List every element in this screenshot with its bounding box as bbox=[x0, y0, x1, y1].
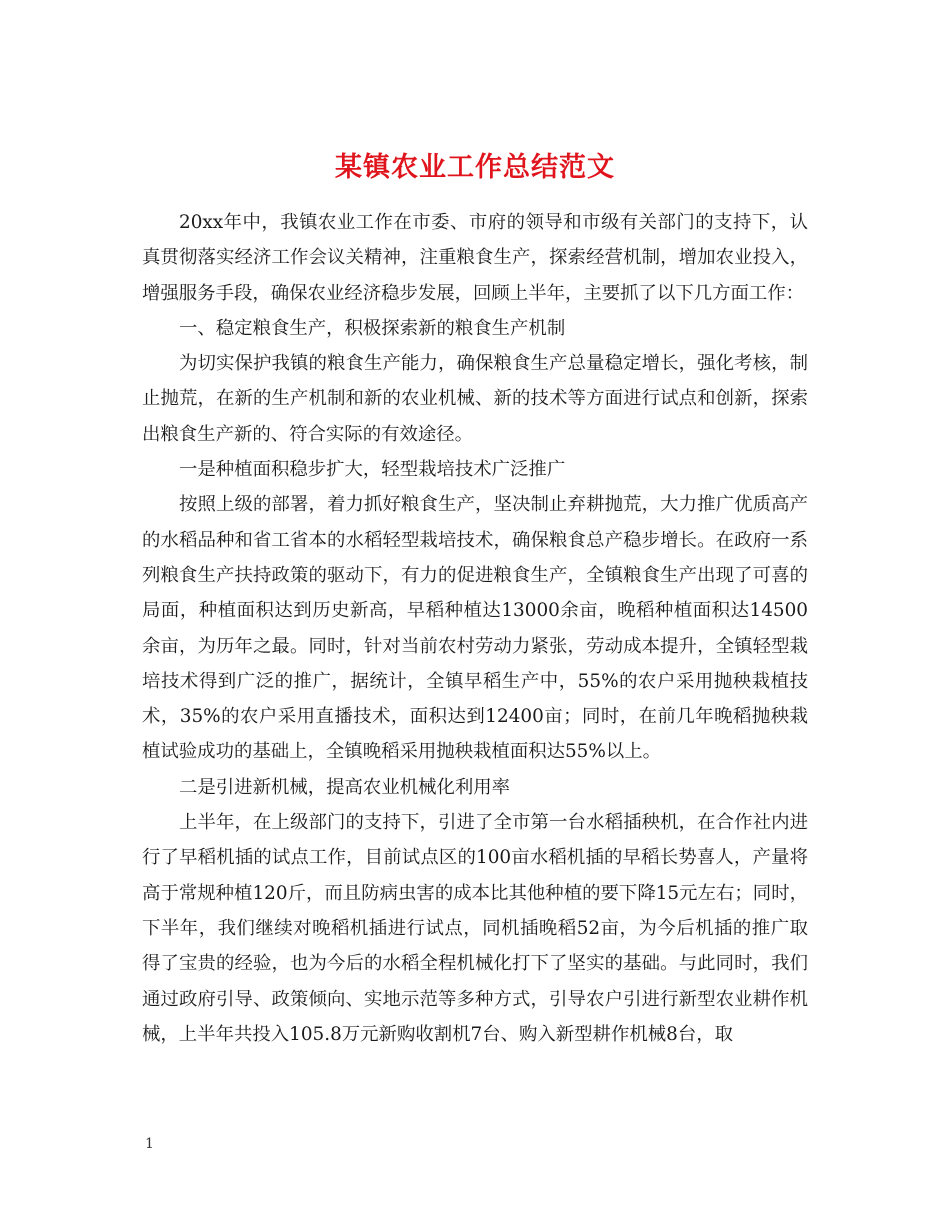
subsection-heading-2: 二是引进新机械，提高农业机械化利用率 bbox=[179, 776, 511, 798]
document-title: 某镇农业工作总结范文 bbox=[335, 152, 615, 184]
body-paragraph: 为切实保护我镇的粮食生产能力，确保粮食生产总量稳定增长，强化考核，制止抛荒，在新的生产机制和新的农业机械、新的技术等方面进行试点和创新，探索出粮食生产新的、符合实际的有效途径。 bbox=[142, 353, 808, 445]
document-body bbox=[142, 205, 808, 1052]
body-paragraph: 按照上级的部署，着力抓好粮食生产，坚决制止弃耕抛荒，大力推广优质高产的水稻品种和省工省本的水稻轻型栽培技术，确保粮食总产稳步增长。在政府一系列粮食生产扶持政策的驱动下，有力的促进粮食生产，全镇粮食生产出现了可喜的局面，种植面积达到历史新高，早稻种植达13000余亩，晚稻种植面积达14500余亩，为历年之最。同时，针对当前农村劳动力紧张，劳动成本提升，全镇轻型栽培技术得到广泛的推广，据统计，全镇早稻生产中，55%的农户采用抛秧栽植技术，35%的农户采用直播技术，面积达到12400亩；同时，在前几年晚稻抛秧栽植试验成功的基础上，全镇晚稻采用抛秧栽植面积达55%以上。 bbox=[142, 494, 808, 763]
intro-paragraph: 20xx年中，我镇农业工作在市委、市府的领导和市级有关部门的支持下，认真贯彻落实经济工作会议关精神，注重粮食生产，探索经营机制，增加农业投入，增强服务手段，确保农业经济稳步发展，回顾上半年，主要抓了以下几方面工作： bbox=[142, 212, 808, 304]
section-heading-1: 一、稳定粮食生产，积极探索新的粮食生产机制 bbox=[179, 317, 566, 339]
body-paragraph: 上半年，在上级部门的支持下，引进了全市第一台水稻插秧机，在合作社内进行了早稻机插的试点工作，目前试点区的100亩水稻机插的早稻长势喜人，产量将高于常规种植120斤，而且防病虫害的成本比其他种植的要下降15元左右；同时，下半年，我们继续对晚稻机插进行试点，同机插晚稻52亩，为今后机插的推广取得了宝贵的经验，也为今后的水稻全程机械化打下了坚实的基础。与此同时，我们通过政府引导、政策倾向、实地示范等多种方式，引导农户引进行新型农业耕作机械，上半年共投入105.8万元新购收割机7台、购入新型耕作机械8台，取 bbox=[142, 812, 808, 1045]
subsection-heading-1: 一是种植面积稳步扩大，轻型栽培技术广泛推广 bbox=[179, 459, 566, 481]
page-number: 1 bbox=[145, 1136, 154, 1152]
